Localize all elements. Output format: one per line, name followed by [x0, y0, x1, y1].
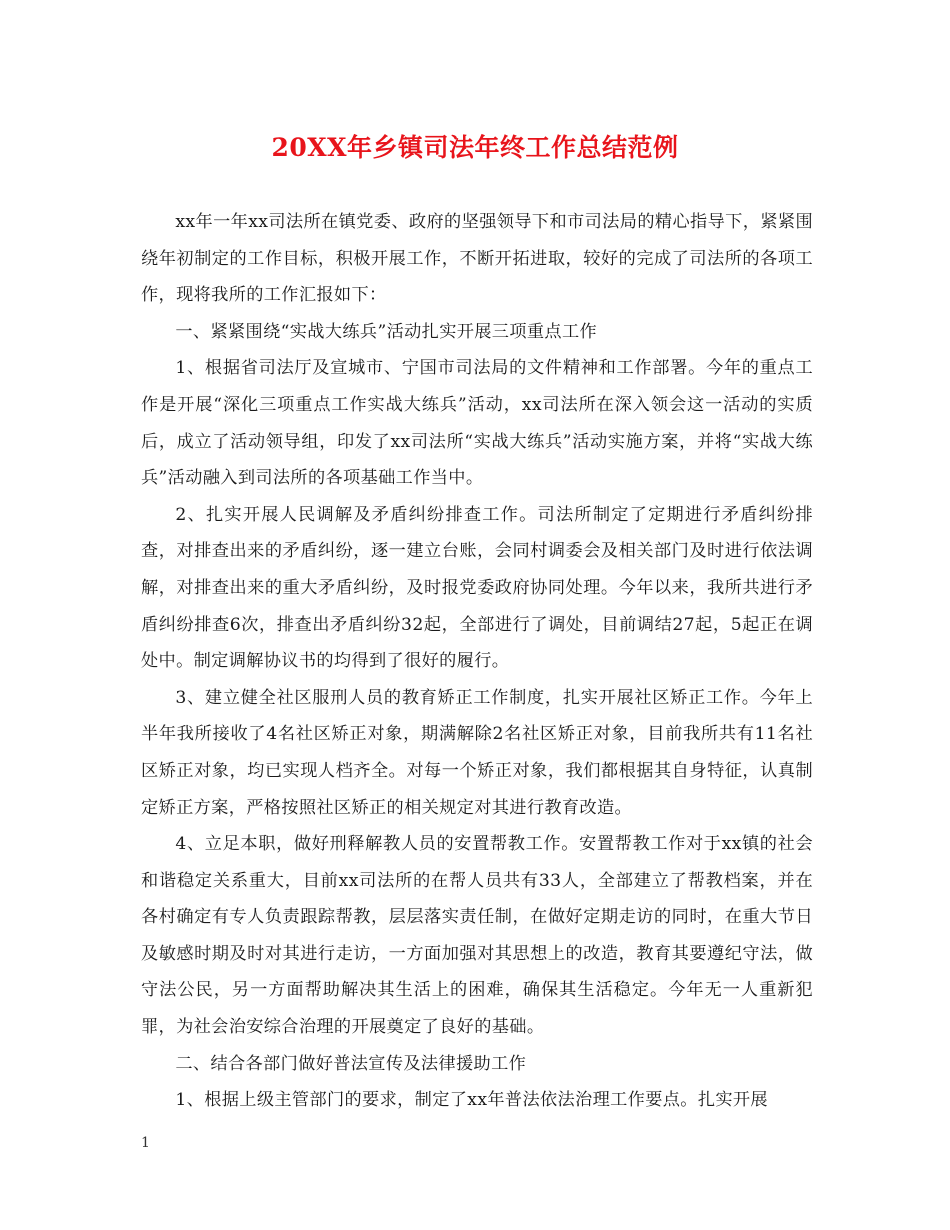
section-heading-1: 一、紧紧围绕“实战大练兵”活动扎实开展三项重点工作	[175, 321, 598, 342]
page-number: 1	[141, 1135, 150, 1151]
section-heading-2: 二、结合各部门做好普法宣传及法律援助工作	[175, 1053, 527, 1074]
paragraph-intro: xx年一年xx司法所在镇党委、政府的坚强领导下和市司法局的精心指导下，紧紧围绕年初制定的工作目标，积极开展工作，不断开拓进取，较好的完成了司法所的各项工作，现将我所的工作汇报如下：	[141, 212, 813, 306]
paragraph-1-4: 4、立足本职，做好刑释解教人员的安置帮教工作。安置帮教工作对于xx镇的社会和谐稳定关系重大，目前xx司法所的在帮人员共有33人，全部建立了帮教档案，并在各村确定有专人负责跟踪帮教，层层落实责任制，在做好定期走访的同时，在重大节日及敏感时期及时对其进行走访，一方面加强对其思想上的改造，教育其要遵纪守法，做守法公民，另一方面帮助解决其生活上的困难，确保其生活稳定。今年无一人重新犯罪，为社会治安综合治理的开展奠定了良好的基础。	[141, 834, 813, 1038]
paragraph-1-2: 2、扎实开展人民调解及矛盾纠纷排查工作。司法所制定了定期进行矛盾纠纷排查，对排查出来的矛盾纠纷，逐一建立台账，会同村调委会及相关部门及时进行依法调解，对排查出来的重大矛盾纠纷，及时报党委政府协同处理。今年以来，我所共进行矛盾纠纷排查6次，排查出矛盾纠纷32起，全部进行了调处，目前调结27起，5起正在调处中。制定调解协议书的均得到了很好的履行。	[141, 504, 813, 672]
page-title: 20XX年乡镇司法年终工作总结范例	[271, 133, 679, 162]
paragraph-1-1: 1、根据省司法厅及宣城市、宁国市司法局的文件精神和工作部署。今年的重点工作是开展“深化三项重点工作实战大练兵”活动，xx司法所在深入领会这一活动的实质后，成立了活动领导组，印发了xx司法所“实战大练兵”活动实施方案，并将“实战大练兵”活动融入到司法所的各项基础工作当中。	[141, 358, 813, 489]
paragraph-1-3: 3、建立健全社区服刑人员的教育矫正工作制度，扎实开展社区矫正工作。今年上半年我所接收了4名社区矫正对象，期满解除2名社区矫正对象，目前我所共有11名社区矫正对象，均已实现人档齐全。对每一个矫正对象，我们都根据其自身特征，认真制定矫正方案，严格按照社区矫正的相关规定对其进行教育改造。	[141, 687, 813, 818]
paragraph-2-1: 1、根据上级主管部门的要求，制定了xx年普法依法治理工作要点。扎实开展	[175, 1090, 768, 1111]
document-body	[141, 204, 813, 1119]
